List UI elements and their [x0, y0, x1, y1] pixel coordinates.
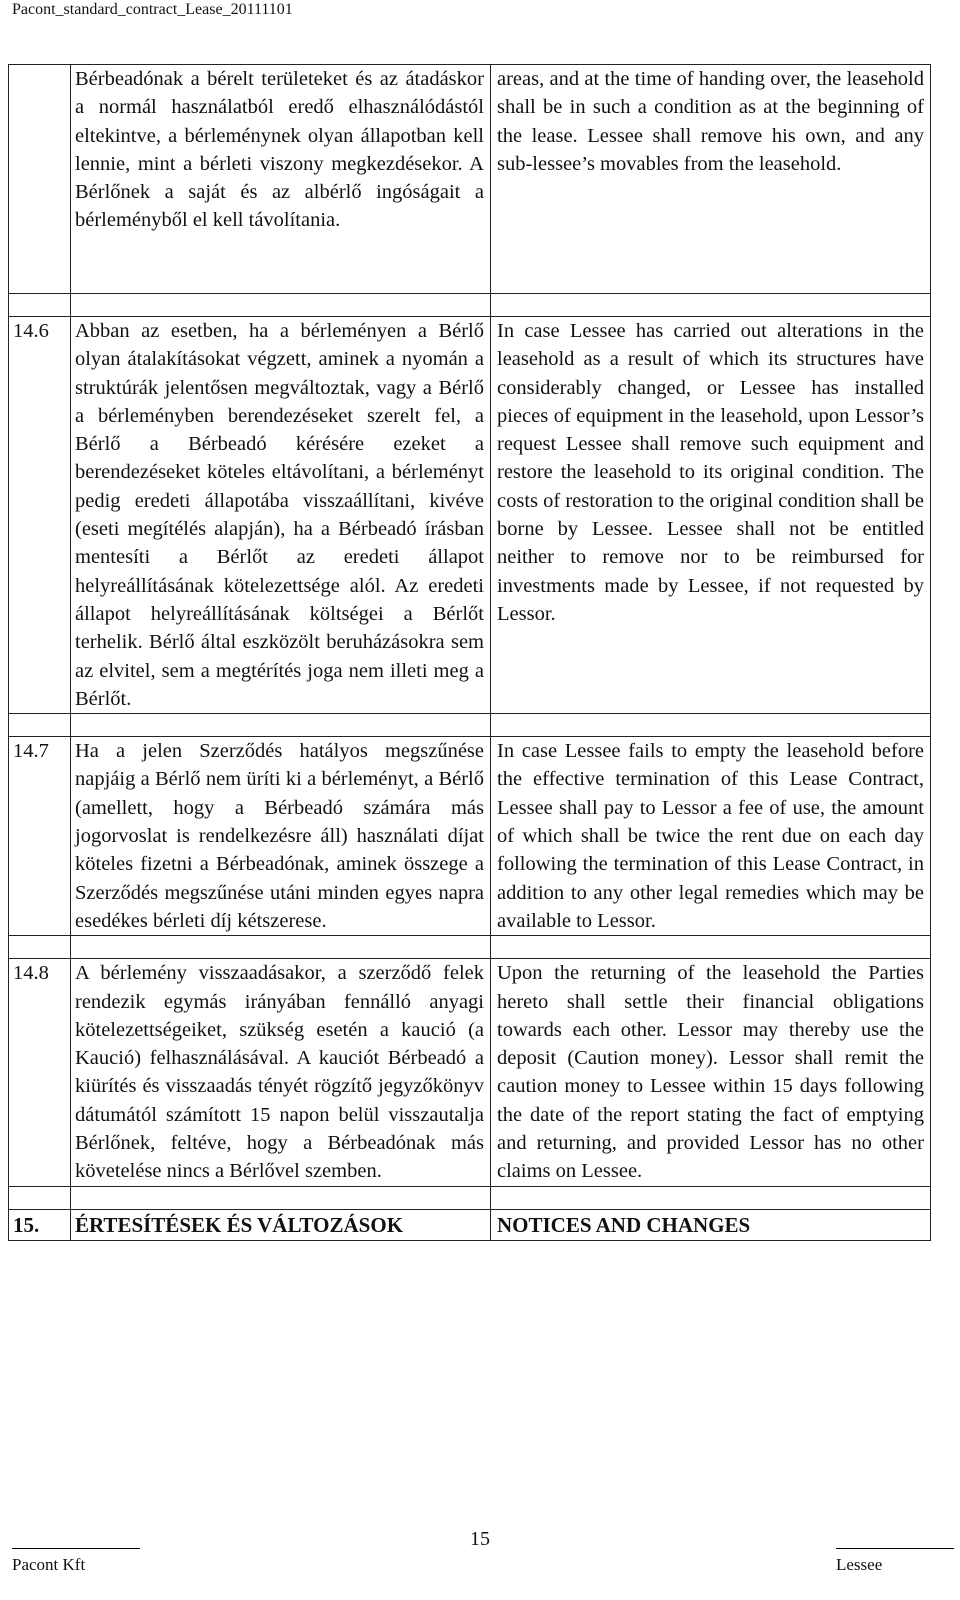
- document-header-title: Pacont_standard_contract_Lease_20111101: [12, 1, 293, 18]
- section-number: 15.: [9, 1209, 71, 1240]
- spacer-row: [9, 714, 931, 737]
- clause-hu-text: Bérbeadónak a bérelt területeket és az átadáskor a normál használatból eredő elhasználódástól eltekintve, a bérleménynek olyan állapotban kell lennie, mint a bérleti viszony megkezdésekor. A Bérlőnek a saját és az albérlő ingóságait a bérleményből el kell távolítania.: [75, 68, 484, 232]
- clause-row-14-6: [9, 317, 931, 714]
- contract-clause-table: [8, 64, 931, 1241]
- clause-hu-text: A bérlemény visszaadásakor, a szerződő felek rendezik egymás irányában fennálló anyagi kötelezettségeiket, szükség esetén a kaució (a Kaució) felhasználásával. A kauciót Bérbeadó a kiürítés és visszaadás tényét rögzítő jegyzőkönyv dátumától számított 15 napon belül visszautalja Bérlőnek, feltéve, hogy a Bérbeadónak más követelése nincs a Bérlővel szemben.: [75, 962, 484, 1183]
- footer-signature-lessor: Pacont Kft: [12, 1548, 140, 1575]
- english-text-cell: [491, 65, 931, 294]
- clause-en-text: Upon the returning of the leasehold the Parties hereto shall settle their financial obligations towards each other. Lessor may thereby use the deposit (Caution money). Lessor shall remit the caution money to Lessee within 15 days following the date of the report stating the fact of emptying and returning, and provided Lessor has no other claims on Lessee.: [497, 962, 924, 1183]
- page-number: 15: [470, 1528, 490, 1550]
- clause-hu-text: Ha a jelen Szerződés hatályos megszűnése napjáig a Bérlő nem üríti ki a bérleményt, a Bérlő (amellett, hogy a Bérbeadó számára más jogorvoslat is rendelkezésre áll) használati díjat köteles fizetni a Bérbeadónak, aminek összege a Szerződés megszűnése utáni minden egyes napra esedékes bérleti díj kétszerese.: [75, 740, 484, 932]
- section-heading-hu: ÉRTESÍTÉSEK ÉS VÁLTOZÁSOK: [71, 1209, 491, 1240]
- spacer-row: [9, 1186, 931, 1209]
- english-text-cell: [491, 737, 931, 936]
- hungarian-text-cell: [71, 737, 491, 936]
- hungarian-text-cell: [71, 959, 491, 1186]
- spacer-row: [9, 294, 931, 317]
- section-heading-row-15: [9, 1209, 931, 1240]
- clause-row-14-8: [9, 959, 931, 1186]
- clause-row-14-7: [9, 737, 931, 936]
- clause-number-cell: [9, 65, 71, 294]
- clause-hu-text: Abban az esetben, ha a bérleményen a Bérlő olyan átalakításokat végzett, aminek a nyomán a struktúrák jelentősen megváltoztak, vagy a Bérlő a bérleményben berendezéseket szerelt fel, a Bérlő a Bérbeadó kérésére ezeket a berendezéseket köteles eltávolítani, a bérleményt pedig eredeti állapotába visszaállítani, kivéve (eseti megítélés alapján), ha a Bérbeadó írásban mentesíti a Bérlőt az eredeti állapot helyreállításának kötelezettsége alól. Az eredeti állapot helyreállításának költségei a Bérlőt terhelik. Bérlő által eszközölt beruházásokra sem az elvitel, sem a megtérítés joga nem illeti meg a Bérlőt.: [75, 320, 484, 710]
- english-text-cell: [491, 317, 931, 714]
- hungarian-text-cell: [71, 317, 491, 714]
- clause-number: 14.7: [9, 737, 71, 936]
- clause-en-text: In case Lessee fails to empty the leasehold before the effective termination of this Lease Contract, Lessee shall pay to Lessor a fee of use, the amount of which shall be twice the rent due on each day following the termination of this Lease Contract, in addition to any other legal remedies which may be available to Lessor.: [497, 740, 924, 932]
- hungarian-text-cell: [71, 65, 491, 294]
- clause-en-text: In case Lessee has carried out alterations in the leasehold as a result of which its structures have considerably changed, or Lessee has installed pieces of equipment in the leasehold, upon Lessor’s request Lessee shall remove such equipment and restore the leasehold to its original condition. The costs of restoration to the original condition shall be borne by Lessee. Lessee shall not be entitled neither to remove nor to be reimbursed for investments made by Lessee, if not requested by Lessor.: [497, 320, 924, 625]
- footer-signature-lessee: Lessee: [836, 1548, 954, 1575]
- spacer-row: [9, 936, 931, 959]
- clause-number: 14.8: [9, 959, 71, 1186]
- english-text-cell: [491, 959, 931, 1186]
- section-heading-en: NOTICES AND CHANGES: [491, 1209, 931, 1240]
- clause-en-text: areas, and at the time of handing over, the leasehold shall be in such a condition as at the beginning of the lease. Lessee shall remove his own, and any sub-lessee’s movables from the leasehold.: [497, 68, 924, 175]
- clause-row-continued: [9, 65, 931, 294]
- clause-number: 14.6: [9, 317, 71, 714]
